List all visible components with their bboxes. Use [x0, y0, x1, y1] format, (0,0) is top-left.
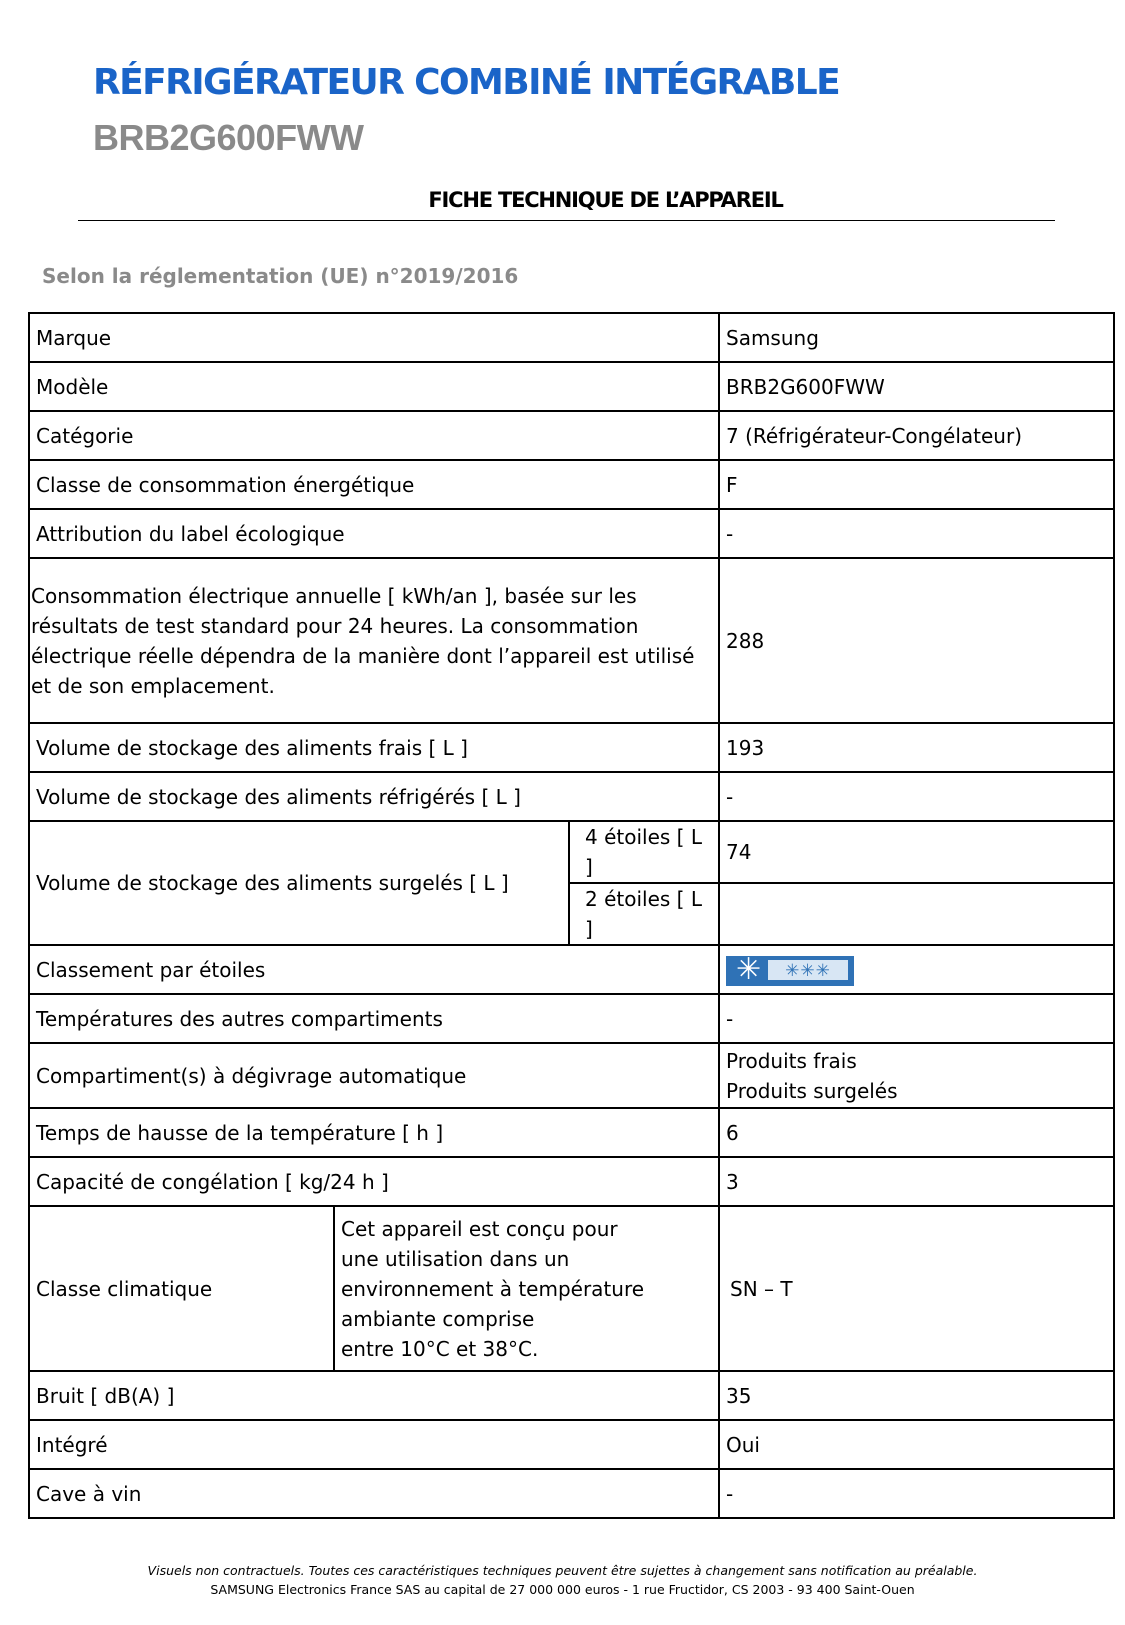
row-value: 288 — [719, 558, 1114, 723]
row-label: Consommation électrique annuelle [ kWh/an ], basée sur les résultats de test standard pour 24 heures. La consommation électrique réelle dépendra de la manière dont l’appareil est utilisé et de son emplacement. — [29, 558, 719, 723]
row-value: 3 — [719, 1157, 1114, 1206]
row-value: F — [719, 460, 1114, 509]
row-label: Attribution du label écologique — [29, 509, 719, 558]
table-row — [29, 1108, 1114, 1157]
table-row — [29, 1157, 1114, 1206]
row-value: 193 — [719, 723, 1114, 772]
row-label: Compartiment(s) à dégivrage automatique — [29, 1043, 719, 1108]
row-label: Modèle — [29, 362, 719, 411]
row-label: Classe climatique — [29, 1206, 334, 1371]
row-value — [719, 1043, 1114, 1108]
row-label: Marque — [29, 313, 719, 362]
four-star-value: 74 — [719, 821, 1114, 883]
title-divider — [78, 220, 1055, 221]
row-value: - — [719, 994, 1114, 1043]
row-label: Cave à vin — [29, 1469, 719, 1518]
value-line: Produits surgelés — [726, 1078, 898, 1103]
table-row — [29, 945, 1114, 994]
star-rating-badge — [726, 951, 854, 987]
product-title: RÉFRIGÉRATEUR COMBINÉ INTÉGRABLE — [93, 62, 840, 103]
note-line: Cet appareil est conçu pour — [341, 1216, 618, 1241]
row-value: SN – T — [719, 1206, 1114, 1371]
table-row — [29, 509, 1114, 558]
row-value: Samsung — [719, 313, 1114, 362]
row-label: Capacité de congélation [ kg/24 h ] — [29, 1157, 719, 1206]
table-row — [29, 1469, 1114, 1518]
table-row — [29, 772, 1114, 821]
row-label: Classe de consommation énergétique — [29, 460, 719, 509]
row-value: 7 (Réfrigérateur-Congélateur) — [719, 411, 1114, 460]
value-line: Produits frais — [726, 1048, 857, 1073]
row-label: Catégorie — [29, 411, 719, 460]
note-line: entre 10°C et 38°C. — [341, 1336, 539, 1361]
company-info: SAMSUNG Electronics France SAS au capital de 27 000 000 euros - 1 rue Fructidor, CS 2003 - 93 400 Saint-Ouen — [210, 1582, 915, 1597]
row-label: Volume de stockage des aliments surgelés [ L ] — [29, 821, 569, 945]
four-star-label: 4 étoiles [ L ] — [569, 821, 719, 883]
model-number: BRB2G600FWW — [93, 117, 364, 158]
table-row — [29, 723, 1114, 772]
note-line: environnement à température — [341, 1276, 645, 1301]
spec-table — [28, 312, 1115, 1519]
table-row — [29, 1043, 1114, 1108]
table-row — [29, 1420, 1114, 1469]
table-row — [29, 558, 1114, 723]
table-row — [29, 821, 1114, 883]
two-star-value — [719, 883, 1114, 945]
regulation-reference: Selon la réglementation (UE) n°2019/2016 — [42, 264, 519, 288]
climate-note — [334, 1206, 719, 1371]
row-value: 35 — [719, 1371, 1114, 1420]
row-value: - — [719, 1469, 1114, 1518]
row-label: Volume de stockage des aliments réfrigérés [ L ] — [29, 772, 719, 821]
table-row — [29, 411, 1114, 460]
table-row — [29, 1206, 1114, 1371]
table-row — [29, 362, 1114, 411]
row-label: Bruit [ dB(A) ] — [29, 1371, 719, 1420]
note-line: ambiante comprise — [341, 1306, 535, 1331]
note-line: une utilisation dans un — [341, 1246, 570, 1271]
row-value: Oui — [719, 1420, 1114, 1469]
row-label: Volume de stockage des aliments frais [ L ] — [29, 723, 719, 772]
disclaimer-note: Visuels non contractuels. Toutes ces caractéristiques techniques peuvent être sujettes à changement sans notification au préalable. — [147, 1563, 978, 1578]
row-value: 6 — [719, 1108, 1114, 1157]
row-value — [719, 945, 1114, 994]
table-row — [29, 313, 1114, 362]
row-value: - — [719, 772, 1114, 821]
two-star-label: 2 étoiles [ L ] — [569, 883, 719, 945]
table-row — [29, 460, 1114, 509]
row-label: Classement par étoiles — [29, 945, 719, 994]
row-label: Températures des autres compartiments — [29, 994, 719, 1043]
row-value: BRB2G600FWW — [719, 362, 1114, 411]
row-label: Temps de hausse de la température [ h ] — [29, 1108, 719, 1157]
sheet-title: FICHE TECHNIQUE DE L’APPAREIL — [428, 188, 783, 212]
row-label: Intégré — [29, 1420, 719, 1469]
three-star-icon: ✳✳✳ — [768, 960, 848, 980]
table-row — [29, 1371, 1114, 1420]
table-row — [29, 994, 1114, 1043]
row-value: - — [719, 509, 1114, 558]
freezer-star-icon: ✳ — [736, 951, 762, 987]
